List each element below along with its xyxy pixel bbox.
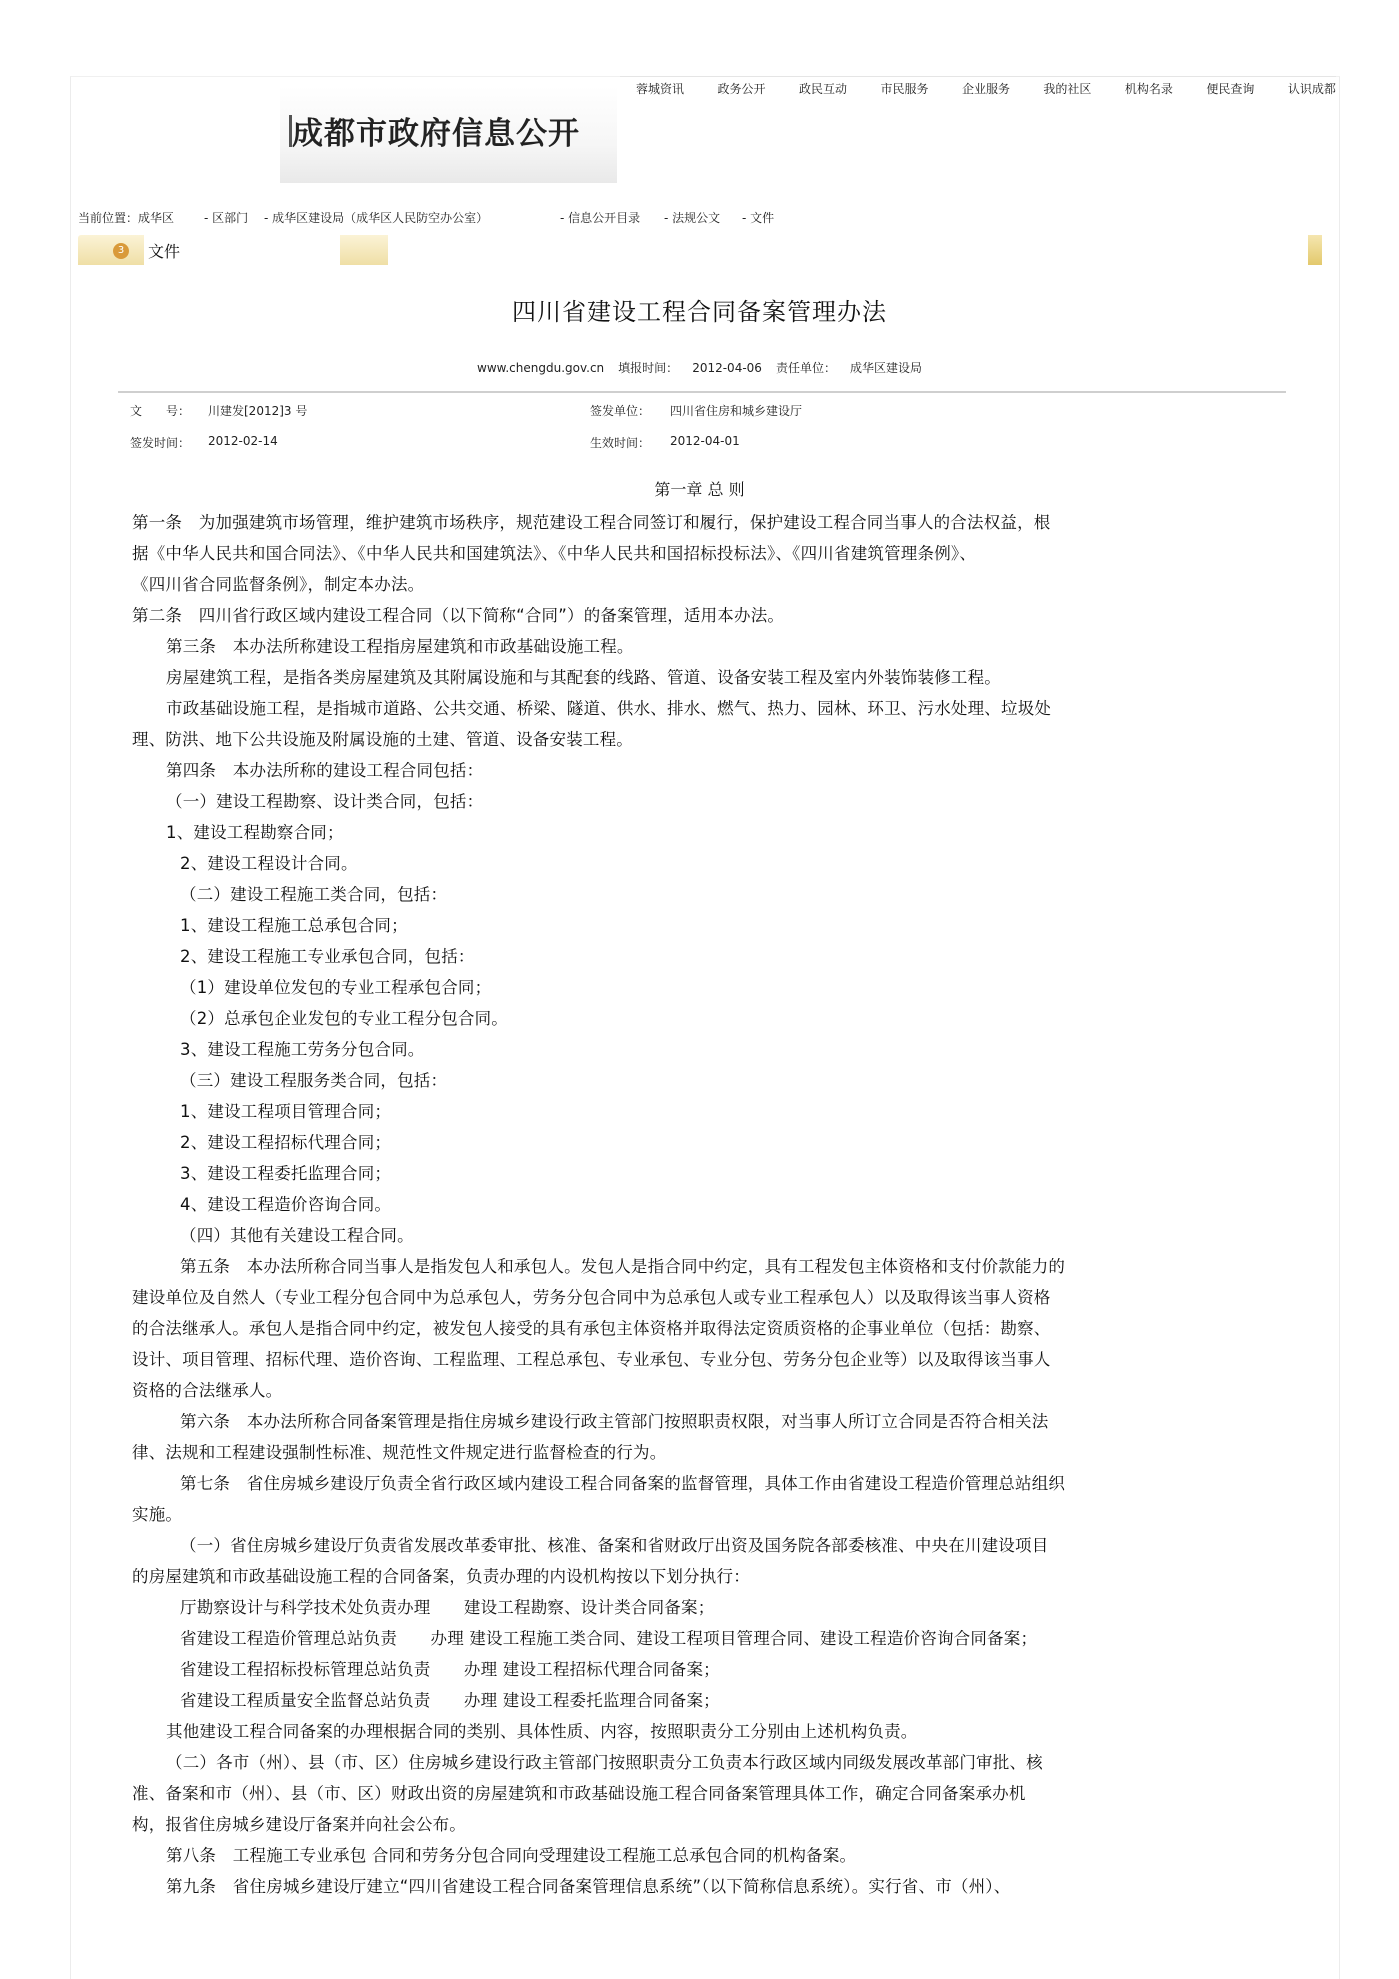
body-line: （一）建设工程勘察、设计类合同，包括：: [166, 792, 484, 811]
section-tab[interactable]: [78, 235, 388, 265]
body-line: 其他建设工程合同备案的办理根据合同的类别、具体性质、内容，按照职责分工分别由上述机构负责。: [166, 1722, 918, 1741]
body-line: 的合法继承人。承包人是指合同中约定，被发包人接受的具有承包主体资格并取得法定资质资格的企事业单位（包括：勘察、: [132, 1319, 1051, 1338]
body-line: 实施。: [132, 1505, 183, 1524]
body-line: 2、建设工程招标代理合同；: [180, 1133, 392, 1152]
body-line: 的房屋建筑和市政基础设施工程的合同备案，负责办理的内设机构按以下划分执行：: [132, 1567, 750, 1586]
info-issue-date: 2012-02-14: [208, 434, 278, 448]
article-meta: [0, 359, 1399, 376]
meta-fill-label: 填报时间：: [618, 361, 679, 375]
breadcrumb-item[interactable]: - 文件: [742, 211, 775, 225]
body-line: 1、建设工程施工总承包合同；: [180, 916, 408, 935]
meta-unit-label: 责任单位：: [775, 361, 836, 375]
info-issue-date-label: 签发时间：: [130, 436, 191, 450]
body-line: 第六条 本办法所称合同备案管理是指住房城乡建设行政主管部门按照职责权限，对当事人所订立合同是否符合相关法: [180, 1412, 1049, 1431]
nav-item[interactable]: 企业服务: [961, 82, 1010, 96]
body-line: 第三条 本办法所称建设工程指房屋建筑和市政基础设施工程。: [166, 637, 634, 656]
body-line: 1、建设工程项目管理合同；: [180, 1102, 392, 1121]
info-doc-no-label: 文 号：: [130, 404, 191, 418]
body-line: 构，报省住房城乡建设厅备案并向社会公布。: [132, 1815, 466, 1834]
body-line: （一）省住房城乡建设厅负责省发展改革委审批、核准、备案和省财政厅出资及国务院各部委核准、中央在川建设项目: [180, 1536, 1049, 1555]
nav-item[interactable]: 政民互动: [798, 82, 847, 96]
tab-end-cap: [1308, 235, 1322, 265]
body-line: 律、法规和工程建设强制性标准、规范性文件规定进行监督检查的行为。: [132, 1443, 667, 1462]
body-line: 3、建设工程委托监理合同；: [180, 1164, 392, 1183]
tab-right-cap: [340, 235, 388, 265]
info-doc-no: 川建发[2012]3 号: [208, 404, 308, 418]
nav-item[interactable]: 蓉城资讯: [636, 82, 685, 96]
nav-item[interactable]: 我的社区: [1043, 82, 1092, 96]
chapter-heading: 第一章 总 则: [654, 480, 745, 499]
body-line: 2、建设工程设计合同。: [180, 854, 358, 873]
site-logo-text: 成都市政府信息公开: [292, 116, 580, 152]
body-line: 4、建设工程造价咨询合同。: [180, 1195, 392, 1214]
header-line: [620, 76, 1336, 77]
body-line: （二）各市（州）、县（市、区）住房城乡建设行政主管部门按照职责分工负责本行政区域内同级发展改革部门审批、核: [166, 1753, 1043, 1772]
body-line: 厅勘察设计与科学技术处负责办理 建设工程勘察、设计类合同备案；: [180, 1598, 715, 1617]
breadcrumb-item[interactable]: - 成华区建设局（成华区人民防空办公室）: [264, 211, 489, 225]
body-line: 第八条 工程施工专业承包 合同和劳务分包合同向受理建设工程施工总承包合同的机构备案。: [166, 1846, 857, 1865]
body-line: （四）其他有关建设工程合同。: [180, 1226, 414, 1245]
body-line: 第二条 四川省行政区域内建设工程合同（以下简称“合同”）的备案管理，适用本办法。: [132, 606, 785, 625]
meta-site[interactable]: www.chengdu.gov.cn: [477, 361, 605, 375]
body-line: 建设单位及自然人（专业工程分包合同中为总承包人，劳务分包合同中为总承包人或专业工程承包人）以及取得该当事人资格: [132, 1288, 1051, 1307]
body-line: 第一条 为加强建筑市场管理，维护建筑市场秩序，规范建设工程合同签订和履行，保护建设工程合同当事人的合法权益，根: [132, 513, 1051, 532]
body-line: （二）建设工程施工类合同，包括：: [180, 885, 448, 904]
body-line: （1）建设单位发包的专业工程承包合同；: [180, 978, 492, 997]
body-line: 省建设工程造价管理总站负责 办理 建设工程施工类合同、建设工程项目管理合同、建设工程造价咨询合同备案；: [180, 1629, 1038, 1648]
info-issuer-label: 签发单位：: [590, 404, 651, 418]
body-line: 第七条 省住房城乡建设厅负责全省行政区域内建设工程合同备案的监督管理，具体工作由省建设工程造价管理总站组织: [180, 1474, 1066, 1493]
meta-unit: 成华区建设局: [849, 361, 922, 375]
body-line: 第五条 本办法所称合同当事人是指发包人和承包人。发包人是指合同中约定，具有工程发包主体资格和支付价款能力的: [180, 1257, 1066, 1276]
body-line: 2、建设工程施工专业承包合同，包括：: [180, 947, 475, 966]
breadcrumb: [78, 209, 978, 227]
info-effective-date-label: 生效时间：: [590, 436, 651, 450]
title-divider: [118, 391, 1286, 393]
body-line: 《四川省合同监督条例》，制定本办法。: [132, 575, 425, 594]
article-title: 四川省建设工程合同备案管理办法: [512, 298, 887, 326]
breadcrumb-item[interactable]: - 信息公开目录: [560, 211, 641, 225]
body-line: 省建设工程质量安全监督总站负责 办理 建设工程委托监理合同备案；: [180, 1691, 720, 1710]
body-line: 市政基础设施工程，是指城市道路、公共交通、桥梁、隧道、供水、排水、燃气、热力、园林、环卫、污水处理、垃圾处: [166, 699, 1052, 718]
body-line: （2）总承包企业发包的专业工程分包合同。: [180, 1009, 508, 1028]
tab-label: 文件: [148, 242, 181, 261]
nav-item[interactable]: 市民服务: [880, 82, 929, 96]
body-line: 1、建设工程勘察合同；: [166, 823, 344, 842]
body-line: 3、建设工程施工劳务分包合同。: [180, 1040, 425, 1059]
body-line: 理、防洪、地下公共设施及附属设施的土建、管道、设备安装工程。: [132, 730, 633, 749]
body-line: 第四条 本办法所称的建设工程合同包括：: [166, 761, 484, 780]
body-line: 据《中华人民共和国合同法》、《中华人民共和国建筑法》、《中华人民共和国招标投标法》、《四川省建筑管理条例》、: [132, 544, 977, 563]
body-line: （三）建设工程服务类合同，包括：: [180, 1071, 448, 1090]
body-line: 房屋建筑工程，是指各类房屋建筑及其附属设施和与其配套的线路、管道、设备安装工程及室内外装饰装修工程。: [166, 668, 1001, 687]
body-line: 设计、项目管理、招标代理、造价咨询、工程监理、工程总承包、专业承包、专业分包、劳务分包企业等）以及取得该当事人: [132, 1350, 1051, 1369]
breadcrumb-item[interactable]: 当前位置：成华区: [78, 211, 175, 225]
nav-item[interactable]: 机构名录: [1124, 82, 1173, 96]
body-line: 省建设工程招标投标管理总站负责 办理 建设工程招标代理合同备案；: [180, 1660, 720, 1679]
nav-item[interactable]: 便民查询: [1206, 82, 1255, 96]
info-issuer: 四川省住房和城乡建设厅: [670, 404, 803, 418]
info-effective-date: 2012-04-01: [670, 434, 740, 448]
top-nav: [636, 80, 1336, 102]
nav-item[interactable]: 认识成都: [1287, 82, 1336, 96]
breadcrumb-item[interactable]: - 法规公文: [664, 211, 721, 225]
meta-fill-date: 2012-04-06: [692, 361, 762, 375]
nav-item[interactable]: 政务公开: [717, 82, 766, 96]
body-line: 准、备案和市（州）、县（市、区）财政出资的房屋建筑和市政基础设施工程合同备案管理具体工作，确定合同备案承办机: [132, 1784, 1026, 1803]
breadcrumb-item[interactable]: - 区部门: [204, 211, 249, 225]
body-line: 资格的合法继承人。: [132, 1381, 283, 1400]
tab-number-badge: 3: [113, 243, 129, 259]
body-line: 第九条 省住房城乡建设厅建立“四川省建设工程合同备案管理信息系统”（以下简称信息系统）。实行省、市（州）、: [166, 1877, 1011, 1896]
tab-left-cap: [78, 235, 144, 265]
